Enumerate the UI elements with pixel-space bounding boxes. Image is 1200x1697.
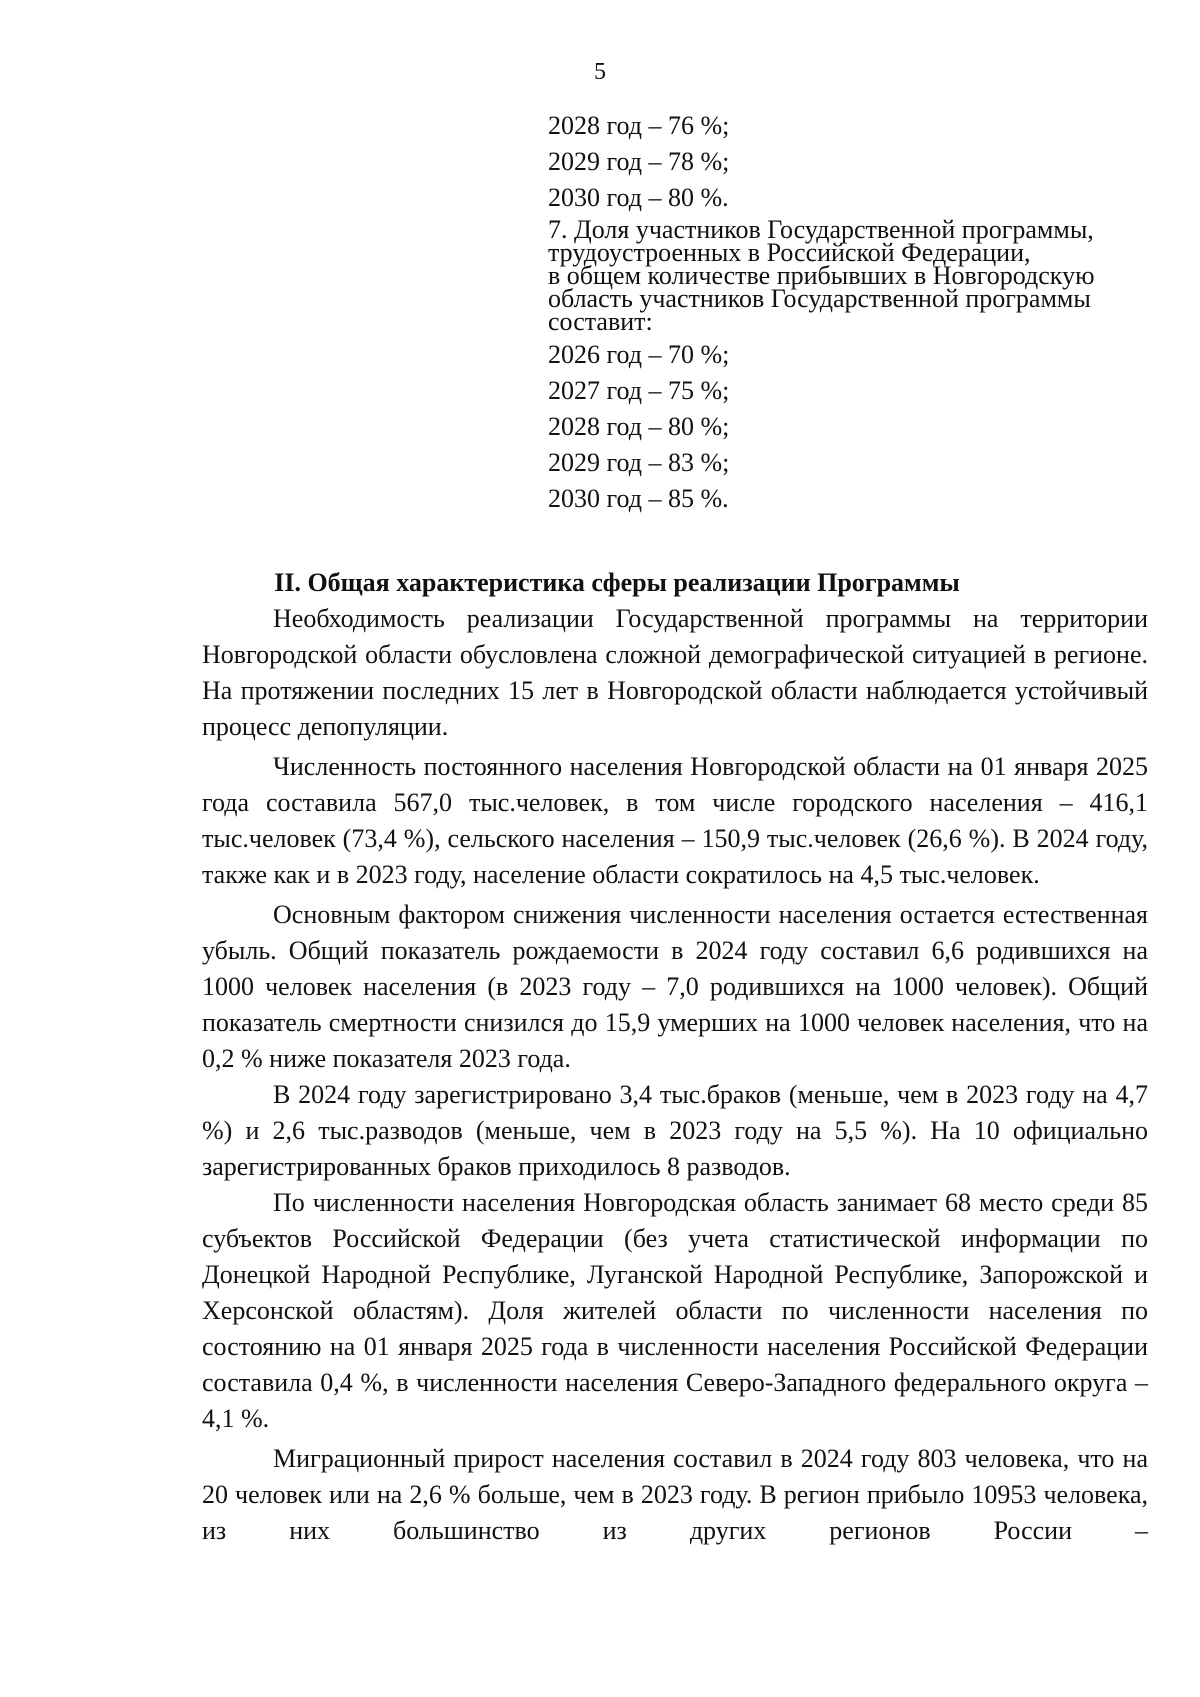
indicator-7-line: в общем количестве прибывших в Новгородскую [548, 261, 1095, 290]
paragraph: Миграционный прирост населения составил в 2024 году 803 человека, что на 20 человек или на 2,6 % больше, чем в 2023 году. В регион прибыло 10953 человека, из них большинство из других регионов России – [202, 1444, 1148, 1545]
indicator-7-line: область участников Государственной программы [548, 284, 1091, 313]
target-line: 2030 год – 85 %. [548, 484, 729, 513]
target-line: 2029 год – 78 %; [548, 147, 730, 176]
target-line: 2026 год – 70 %; [548, 340, 730, 369]
indicator-7-heading [548, 215, 1148, 336]
section-title: II. Общая характеристика сферы реализации Программы [274, 568, 960, 597]
section-body [202, 601, 1148, 1549]
paragraph: По численности населения Новгородская область занимает 68 место среди 85 субъектов Российской Федерации (без учета статистической информации по Донецкой Народной Республике, Луганской Народной Республике, Запорожской и Херсонской областям). Доля жителей области по численности населения по состоянию на 01 января 2025 года в численности населения Российской Федерации составила 0,4 %, в численности населения Северо-Западного федерального округа – 4,1 %. [202, 1188, 1148, 1433]
target-line: 2030 год – 80 %. [548, 183, 729, 212]
indicator-7-line: составит: [548, 307, 653, 336]
target-line: 2028 год – 80 %; [548, 412, 730, 441]
paragraph: Численность постоянного населения Новгородской области на 01 января 2025 года составила 567,0 тыс.человек, в том числе городского населения – 416,1 тыс.человек (73,4 %), сельского населения – 150,9 тыс.человек (26,6 %). В 2024 году, также как и в 2023 году, население области сократилось на 4,5 тыс.человек. [202, 752, 1148, 889]
indicator-7-line: трудоустроенных в Российской Федерации, [548, 238, 1031, 267]
target-line: 2027 год – 75 %; [548, 376, 730, 405]
target-line: 2028 год – 76 %; [548, 111, 730, 140]
page-number: 5 [594, 59, 606, 85]
paragraph: Необходимость реализации Государственной программы на территории Новгородской области обусловлена сложной демографической ситуацией в регионе. На протяжении последних 15 лет в Новгородской области наблюдается устойчивый процесс депопуляции. [202, 604, 1148, 741]
target-line: 2029 год – 83 %; [548, 448, 730, 477]
paragraph: В 2024 году зарегистрировано 3,4 тыс.браков (меньше, чем в 2023 году на 4,7 %) и 2,6 тыс.разводов (меньше, чем в 2023 году на 5,5 %). На 10 официально зарегистрированных браков приходилось 8 разводов. [202, 1080, 1148, 1181]
indicator-7-line: 7. Доля участников Государственной программы, [548, 215, 1094, 244]
paragraph: Основным фактором снижения численности населения остается естественная убыль. Общий показатель рождаемости в 2024 году составил 6,6 родившихся на 1000 человек населения (в 2023 году – 7,0 родившихся на 1000 человек). Общий показатель смертности снизился до 15,9 умерших на 1000 человек населения, что на 0,2 % ниже показателя 2023 года. [202, 900, 1148, 1073]
indicator-6-targets [548, 108, 1148, 517]
